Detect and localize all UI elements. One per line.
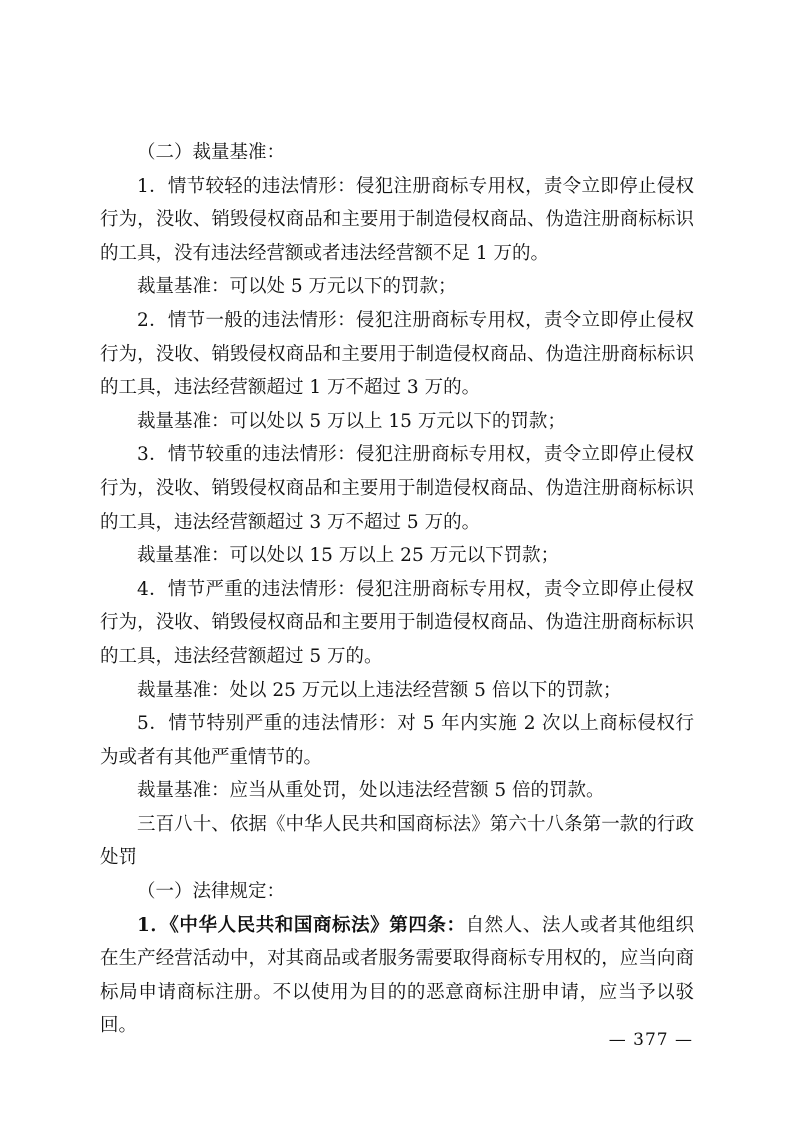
- paragraph: 4．情节严重的违法情形：侵犯注册商标专用权，责令立即停止侵权行为，没收、销毁侵权商品和主要用于制造侵权商品、伪造注册商标标识的工具，违法经营额超过 5 万的。: [100, 578, 694, 667]
- paragraph: 2．情节一般的违法情形：侵犯注册商标专用权，责令立即停止侵权行为，没收、销毁侵权商品和主要用于制造侵权商品、伪造注册商标标识的工具，违法经营额超过 1 万不超过 3 万的。: [100, 309, 694, 399]
- document-body: [100, 136, 694, 1043]
- paragraph: 1．情节较轻的违法情形：侵犯注册商标专用权，责令立即停止侵权行为，没收、销毁侵权商品和主要用于制造侵权商品、伪造注册商标标识的工具，没有违法经营额或者违法经营额不足 1 万的。: [100, 175, 694, 264]
- paragraph: 裁量基准：可以处以 5 万以上 15 万元以下的罚款；: [137, 410, 566, 432]
- paragraph: 裁量基准：处以 25 万元以上违法经营额 5 倍以下的罚款；: [137, 679, 622, 701]
- paragraph: 裁量基准：应当从重处罚，处以违法经营额 5 倍的罚款。: [137, 780, 605, 802]
- law-text: 自然人、法人或者其他组织在生产经营活动中，对其商品或者服务需要取得商标专用权的，应当向商标局申请商标注册。不以使用为目的的恶意商标注册申请，应当予以驳回。: [100, 914, 694, 1037]
- item-number: 1．: [137, 914, 170, 936]
- paragraph: （一）法律规定：: [137, 881, 286, 903]
- paragraph: （二）裁量基准：: [137, 142, 286, 163]
- law-citation: 《中华人民共和国商标法》第四条：: [169, 914, 466, 936]
- paragraph: 3．情节较重的违法情形：侵犯注册商标专用权，责令立即停止侵权行为，没收、销毁侵权商品和主要用于制造侵权商品、伪造注册商标标识的工具，违法经营额超过 3 万不超过 5 万的。: [100, 444, 694, 533]
- page-number: — 377 —: [608, 1030, 693, 1050]
- paragraph-law-article-4: [100, 909, 694, 1043]
- paragraph: 三百八十、依据《中华人民共和国商标法》第六十八条第一款的行政处罚: [100, 813, 694, 869]
- paragraph: 5．情节特别严重的违法情形：对 5 年内实施 2 次以上商标侵权行为或者有其他严重情节的。: [100, 713, 694, 768]
- paragraph: 裁量基准：可以处 5 万元以下的罚款；: [137, 276, 457, 298]
- paragraph: 裁量基准：可以处以 15 万以上 25 万元以下罚款；: [137, 545, 560, 567]
